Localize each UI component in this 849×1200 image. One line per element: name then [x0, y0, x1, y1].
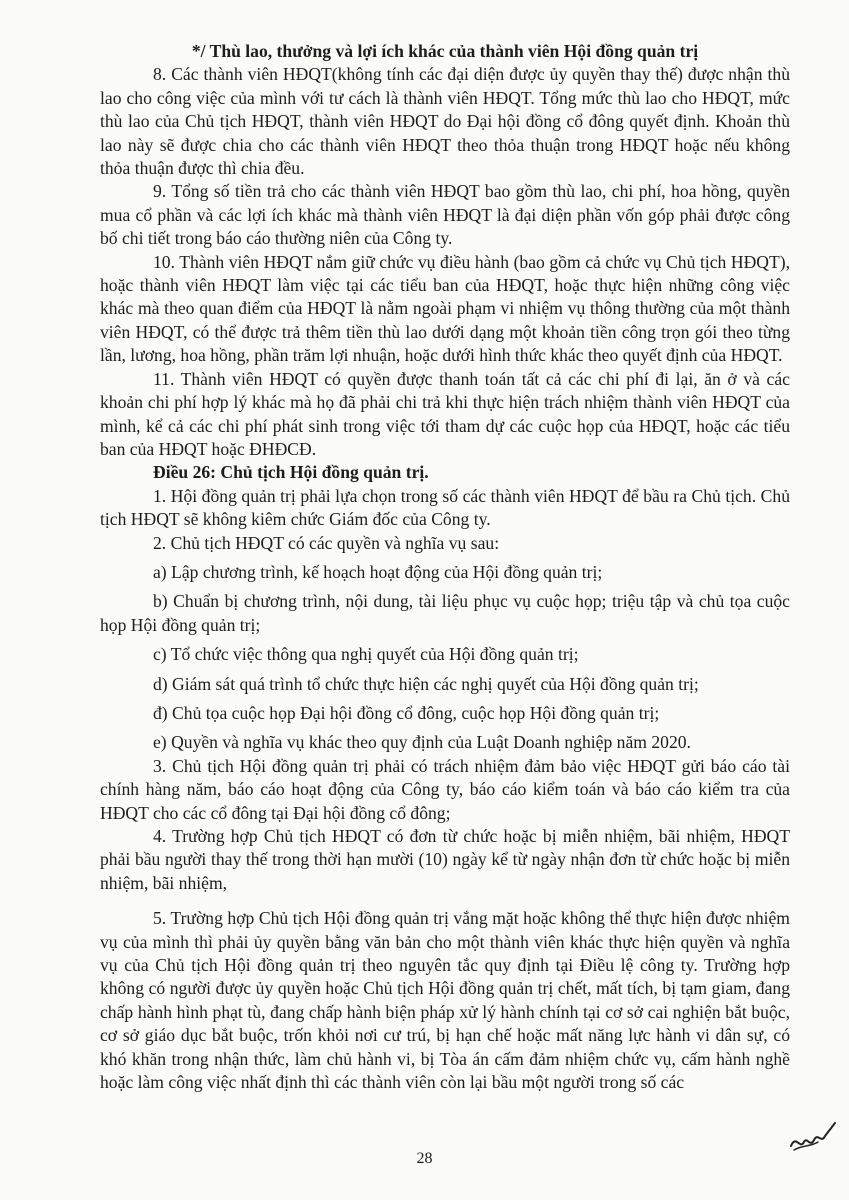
- list-item-b: b) Chuẩn bị chương trình, nội dung, tài liệu phục vụ cuộc họp; triệu tập và chủ tọa cuộc họp Hội đồng quản trị;: [100, 591, 790, 635]
- article-26-paragraph-2: 2. Chủ tịch HĐQT có các quyền và nghĩa vụ sau:: [153, 532, 500, 553]
- paragraph-10: 10. Thành viên HĐQT nắm giữ chức vụ điều hành (bao gồm cả chức vụ Chủ tịch HĐQT), hoặc thành viên HĐQT làm việc tại các tiểu ban của HĐQT, hoặc thực hiện những công việc khác mà theo quan điểm của HĐQT là nằm ngoài phạm vi nhiệm vụ thông thường của một thành viên HĐQT, có thể được trả thêm tiền thù lao dưới dạng một khoản tiền công trọn gói theo từng lần, lương, hoa hồng, phần trăm lợi nhuận, hoặc dưới hình thức khác theo quyết định của HĐQT.: [100, 251, 790, 366]
- document-page: [100, 40, 790, 1094]
- page-number: 28: [416, 1150, 433, 1167]
- article-26-paragraph-4: 4. Trường hợp Chủ tịch HĐQT có đơn từ chức hoặc bị miễn nhiệm, bãi nhiệm, HĐQT phải bầu người thay thế trong thời hạn mười (10) ngày kể từ ngày nhận đơn từ chức hoặc bị miễn nhiệm, bãi nhiệm,: [100, 826, 790, 893]
- list-item-d: d) Giám sát quá trình tổ chức thực hiện các nghị quyết của Hội đồng quản trị;: [153, 673, 699, 694]
- signature-mark-icon: [788, 1120, 838, 1154]
- list-item-a: a) Lập chương trình, kế hoạch hoạt động của Hội đồng quản trị;: [153, 561, 603, 582]
- list-item-dd: đ) Chủ tọa cuộc họp Đại hội đồng cổ đông, cuộc họp Hội đồng quản trị;: [153, 702, 660, 723]
- section-heading: */ Thù lao, thưởng và lợi ích khác của thành viên Hội đồng quản trị: [191, 41, 699, 61]
- article-26-paragraph-1: 1. Hội đồng quản trị phải lựa chọn trong số các thành viên HĐQT để bầu ra Chủ tịch. Chủ tịch HĐQT sẽ không kiêm chức Giám đốc của Công ty.: [100, 485, 790, 530]
- paragraph-11: 11. Thành viên HĐQT có quyền được thanh toán tất cả các chi phí đi lại, ăn ở và các khoản chi phí hợp lý khác mà họ đã phải chi trả khi thực hiện trách nhiệm thành viên HĐQT của mình, kể cả các chi phí phát sinh trong việc tới tham dự các cuộc họp của HĐQT, hoặc các tiểu ban của HĐQT hoặc ĐHĐCĐ.: [100, 368, 790, 459]
- list-item-e: e) Quyền và nghĩa vụ khác theo quy định của Luật Doanh nghiệp năm 2020.: [153, 732, 691, 753]
- list-item-c: c) Tổ chức việc thông qua nghị quyết của Hội đồng quản trị;: [153, 644, 579, 665]
- paragraph-9: 9. Tổng số tiền trả cho các thành viên HĐQT bao gồm thù lao, chi phí, hoa hồng, quyền mua cổ phần và các lợi ích khác mà thành viên HĐQT là đại diện phần vốn góp phải được công bố chi tiết trong báo cáo thường niên của Công ty.: [100, 181, 790, 249]
- article-26-paragraph-5: 5. Trường hợp Chủ tịch Hội đồng quản trị vắng mặt hoặc không thể thực hiện được nhiệm vụ của mình thì phải ủy quyền bằng văn bản cho một thành viên khác thực hiện quyền và nghĩa vụ của Chủ tịch Hội đồng quản trị theo nguyên tắc quy định tại Điều lệ công ty. Trường hợp không có người được ủy quyền hoặc Chủ tịch Hội đồng quản trị chết, mất tích, bị tạm giam, đang chấp hành hình phạt tù, đang chấp hành biện pháp xử lý hành chính tại cơ sở cai nghiện bắt buộc, cơ sở giáo dục bắt buộc, trốn khỏi nơi cư trú, bị hạn chế hoặc mất năng lực hành vi dân sự, có khó khăn trong nhận thức, làm chủ hành vi, bị Tòa án cấm đảm nhiệm chức vụ, cấm hành nghề hoặc làm công việc nhất định thì các thành viên còn lại bầu một người trong số các: [100, 908, 790, 1093]
- paragraph-8: 8. Các thành viên HĐQT(không tính các đại diện được ủy quyền thay thế) được nhận thù lao cho công việc của mình với tư cách là thành viên HĐQT. Tổng mức thù lao cho HĐQT, mức thù lao của Chủ tịch HĐQT, thành viên HĐQT do Đại hội đồng cổ đông quyết định. Khoản thù lao này sẽ được chia cho các thành viên HĐQT theo thỏa thuận trong HĐQT hoặc nếu không thỏa thuận được thì chia đều.: [100, 64, 790, 179]
- article-26-paragraph-3: 3. Chủ tịch Hội đồng quản trị phải có trách nhiệm đảm bảo việc HĐQT gửi báo cáo tài chính hàng năm, báo cáo hoạt động của Công ty, báo cáo kiểm toán và báo cáo kiểm tra của HĐQT cho các cổ đông tại Đại hội đồng cổ đông;: [100, 755, 790, 823]
- article-26-heading: Điều 26: Chủ tịch Hội đồng quản trị.: [153, 462, 429, 483]
